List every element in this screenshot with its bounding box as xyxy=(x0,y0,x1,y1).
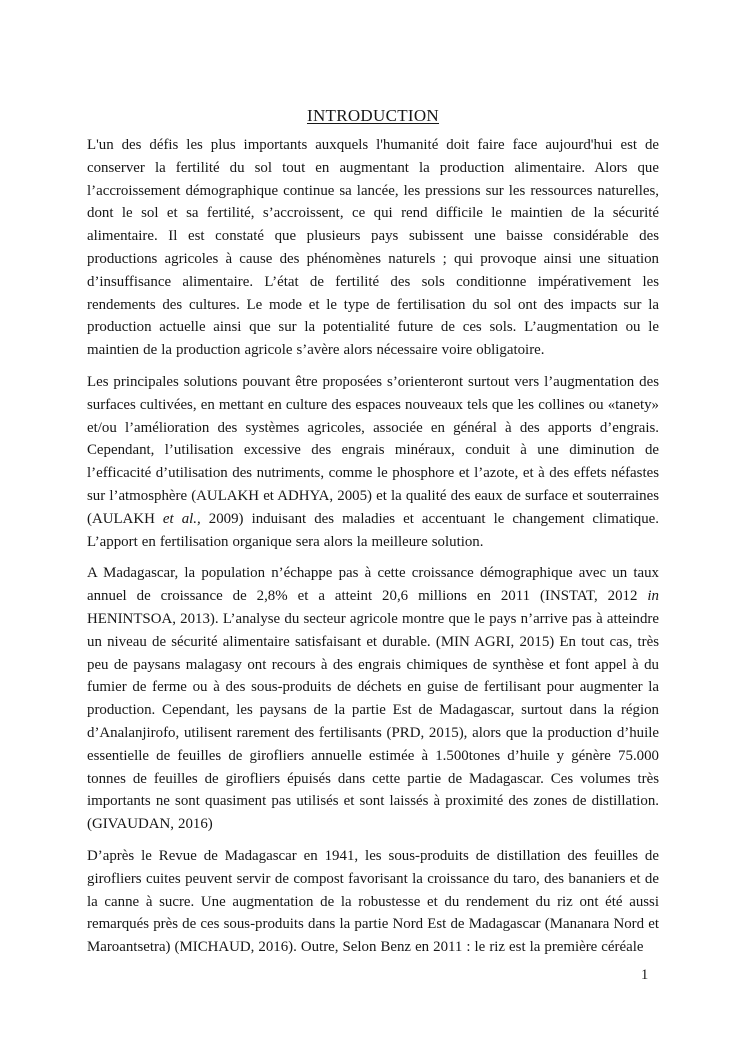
paragraph xyxy=(87,562,659,836)
document-body xyxy=(87,134,659,959)
text-run: , 2009) induisant des maladies et accentuant le changement climatique. L’apport en fertilisation organique sera alors la meilleure solution. xyxy=(87,510,659,550)
italic-text-run: in xyxy=(647,588,659,605)
section-title: INTRODUCTION xyxy=(306,106,440,125)
paragraph xyxy=(87,845,659,959)
text-run: A Madagascar, la population n’échappe pas à cette croissance démographique avec un taux annuel de croissance de 2,8% et a atteint 20,6 millions en 2011 (INSTAT, 2012 xyxy=(87,565,659,605)
paragraph xyxy=(87,371,659,553)
text-run: L'un des défis les plus importants auxquels l'humanité doit faire face aujourd'hui est de conserver la fertilité du sol tout en augmentant la production alimentaire. Alors que l’accroissement démographique continue sa lancée, les pressions sur les ressources naturelles, dont le sol et sa fertilité, s’accroissent, ce qui rend difficile le maintien de la sécurité alimentaire. Il est constaté que plusieurs pays subissent une baisse considérable des productions agricoles à cause des phénomènes naturels ; qui provoque ainsi une situation d’insuffisance alimentaire. L’état de fertilité des sols conditionne impérativement les rendements des cultures. Le mode et le type de fertilisation du sol ont des impacts sur la production actuelle ainsi que sur la potentialité future de ces sols. L’augmentation ou le maintien de la production agricole s’avère alors nécessaire voire obligatoire. xyxy=(87,137,659,359)
paragraph xyxy=(87,134,659,362)
page-content xyxy=(87,104,659,968)
text-run: HENINTSOA, 2013). L’analyse du secteur agricole montre que le pays n’arrive pas à atteindre un niveau de sécurité alimentaire satisfaisant et durable. (MIN AGRI, 2015) En tout cas, très peu de paysans malagasy ont recours à des engrais chimiques de synthèse et font appel à du fumier de ferme ou à des sous-produits de déchets en guise de fertilisant pour augmenter la production. Cependant, les paysans de la partie Est de Madagascar, surtout dans la région d’Analanjirofo, utilisent rarement des fertilisants (PRD, 2015), alors que la production d’huile essentielle de feuilles de girofliers annuelle estimée à 1.500tones d’huile y génère 75.000 tonnes de feuilles de girofliers épuisés dans cette partie de Madagascar. Ces volumes très importants ne sont quasiment pas utilisés et sont laissés à proximité des zones de distillation. (GIVAUDAN, 2016) xyxy=(87,610,659,833)
italic-text-run: et al. xyxy=(162,510,197,527)
text-run: D’après le Revue de Madagascar en 1941, les sous-produits de distillation des feuilles de girofliers cuites peuvent servir de compost favorisant la croissance du taro, des bananiers et de la canne à sucre. Une augmentation de la robustesse et du rendement du riz ont été aussi remarqués près de ces sous-produits dans la partie Nord Est de Madagascar (Mananara Nord et Maroantsetra) (MICHAUD, 2016). Outre, Selon Benz en 2011 : le riz est la première céréale xyxy=(87,847,659,956)
page-number: 1 xyxy=(641,967,649,983)
text-run: Les principales solutions pouvant être proposées s’orienteront surtout vers l’augmentation des surfaces cultivées, en mettant en culture des espaces nouveaux tels que les collines ou «tanety» et/ou l’amélioration des systèmes agricoles, associée en général à des apports d’engrais. Cependant, l’utilisation excessive des engrais minéraux, conduit à une diminution de l’efficacité d’utilisation des nutriments, comme le phosphore et l’azote, et à des effets néfastes sur l’atmosphère (AULAKH et ADHYA, 2005) et la qualité des eaux de surface et souterraines (AULAKH xyxy=(87,373,659,527)
